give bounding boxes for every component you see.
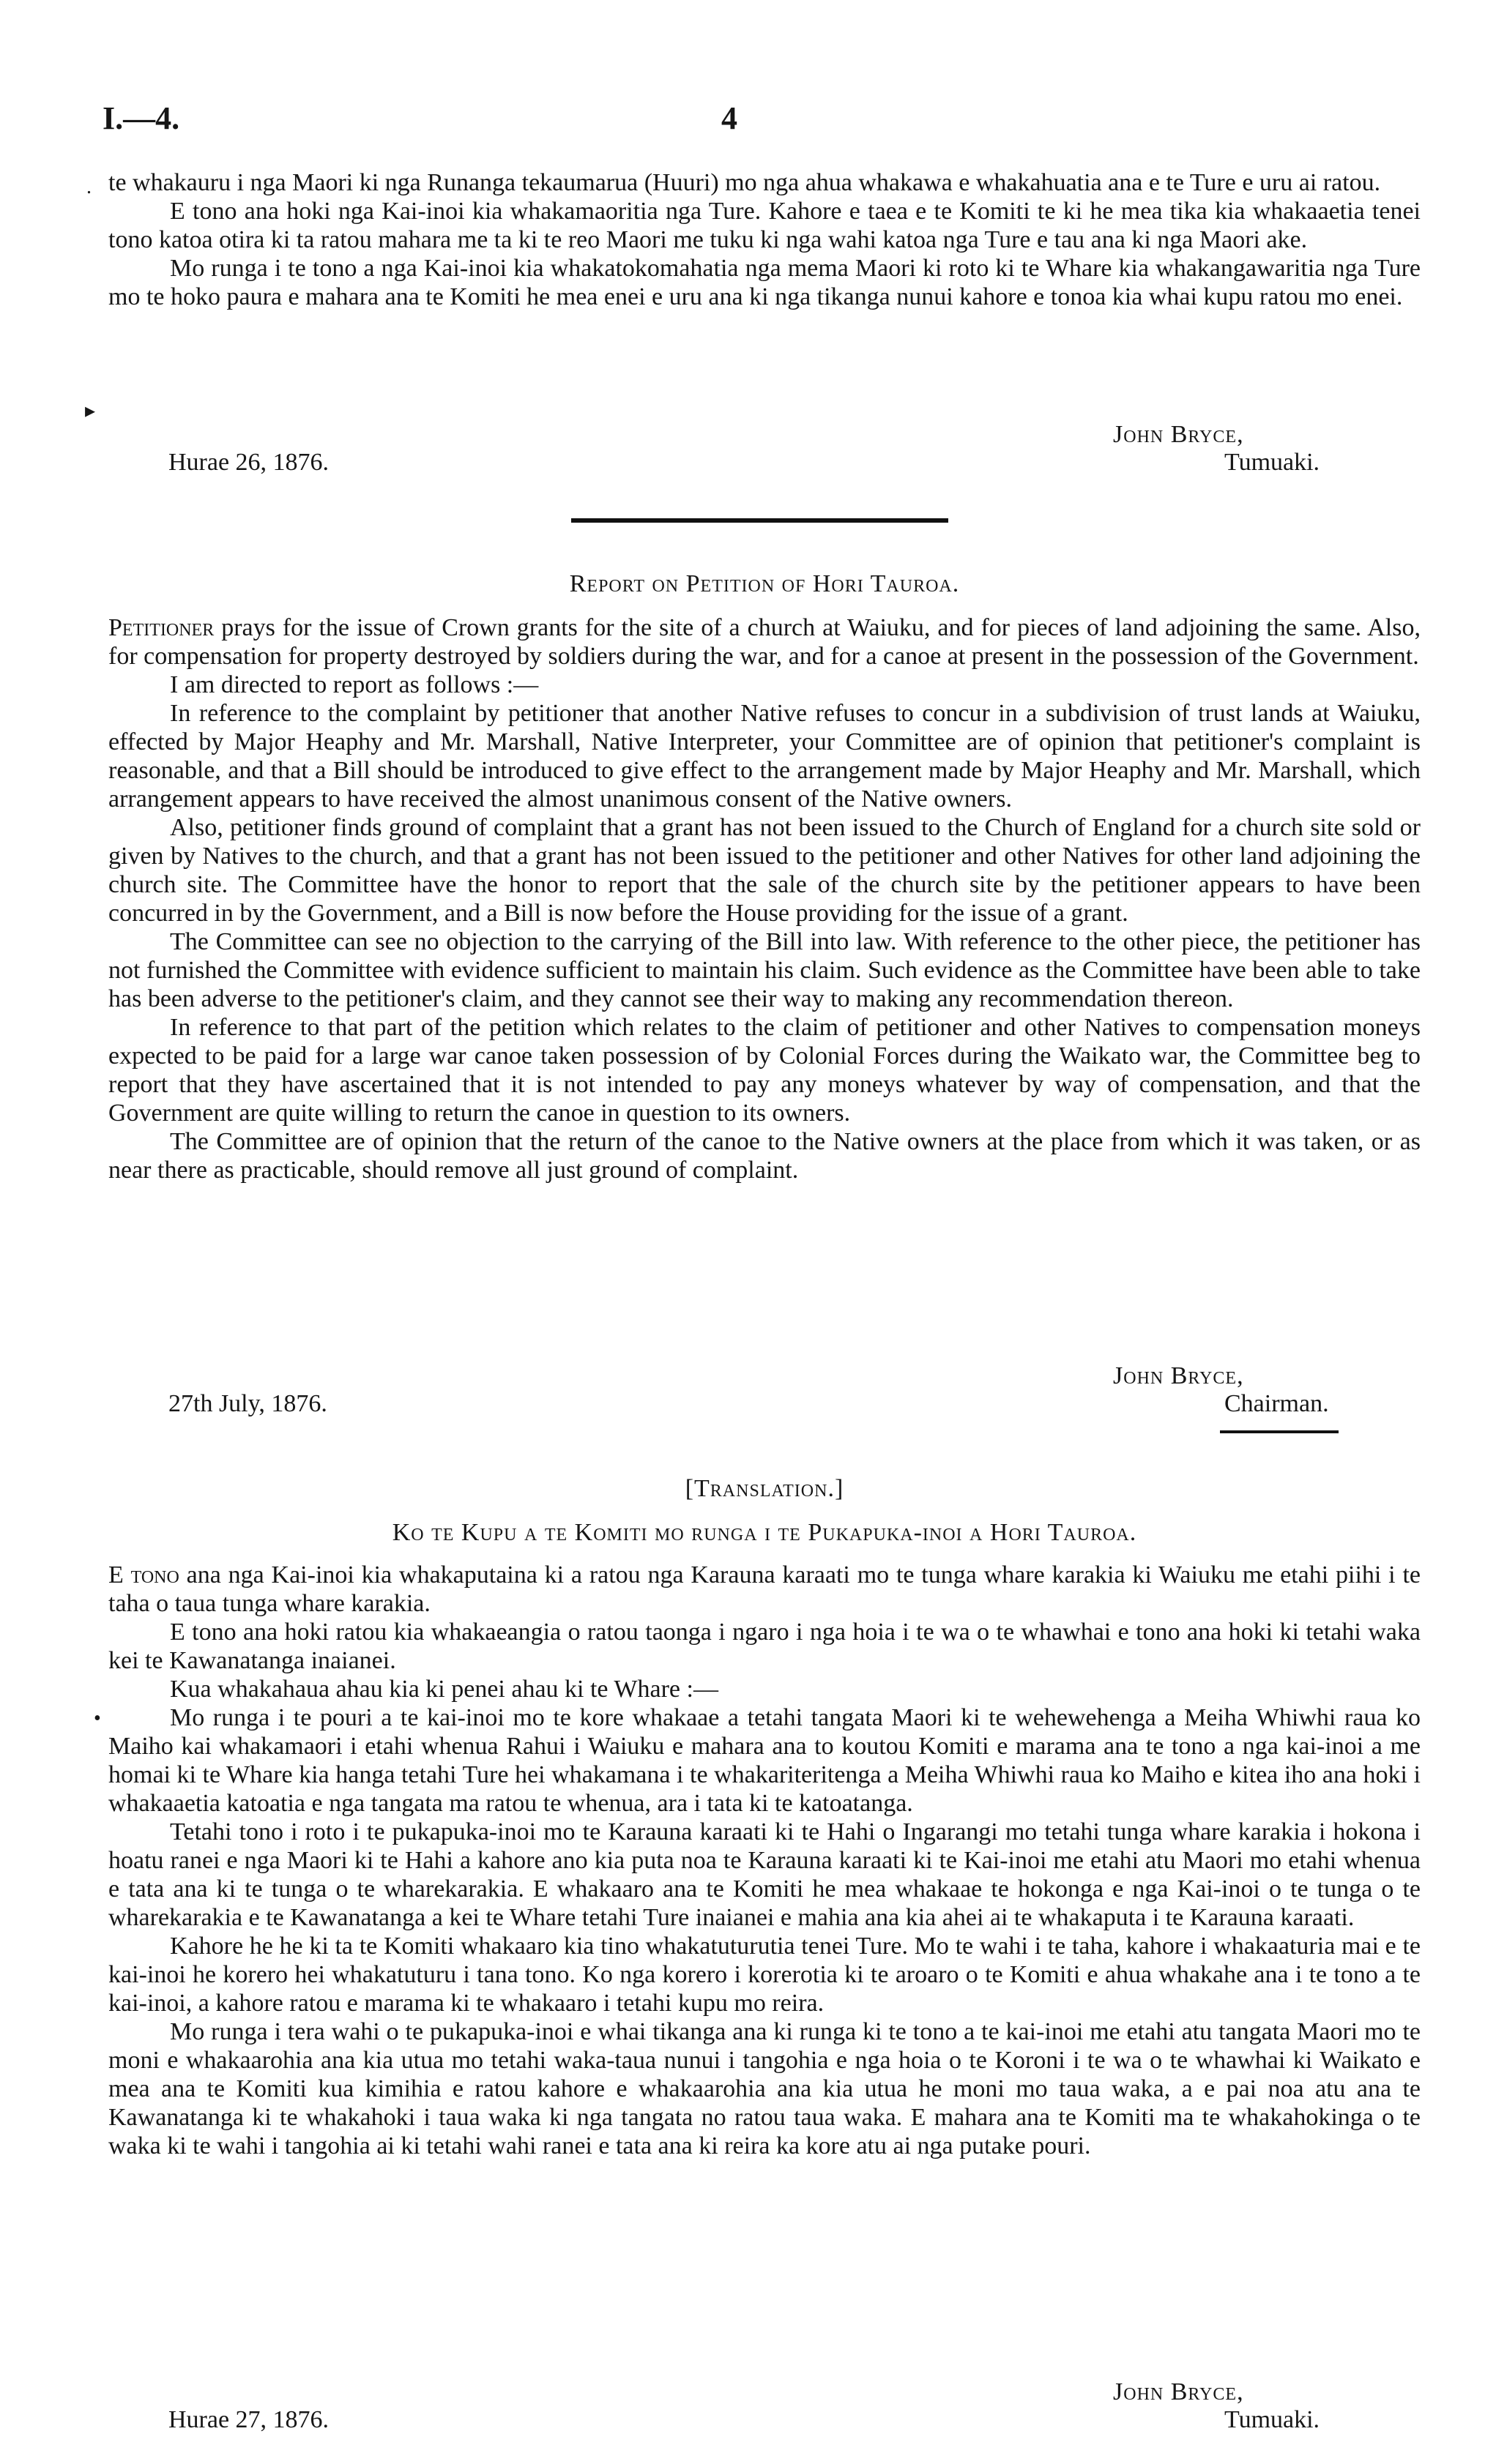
report-body xyxy=(108,613,1421,1184)
date: Hurae 27, 1876. xyxy=(168,2406,330,2433)
signature-role: Tumuaki. xyxy=(1224,449,1320,476)
paragraph: Also, petitioner finds ground of complaint that a grant has not been issued to the Church of England for a church site sold or given by Natives to the church, and that a grant has not been issued to the petitioner and other Natives for other land adjoining the church site. The Committee have the honor to report that the sale of the church site by the petitioner appears to have been concurred in by the Government, and a Bill is now before the House providing for the issue of a grant. xyxy=(108,814,1421,927)
section-divider xyxy=(571,518,948,523)
date: 27th July, 1876. xyxy=(168,1390,327,1417)
signature-role: Chairman. xyxy=(1224,1390,1329,1417)
section-title: Ko te Kupu a te Komiti mo runga i te Pukapuka-inoi a Hori Tauroa. xyxy=(392,1519,1137,1546)
paragraph: In reference to that part of the petition which relates to the claim of petitioner and other Natives to compensation moneys expected to be paid for a large war canoe taken possession of by Colonial Forces during the Waikato war, the Committee beg to report that they have ascertained that it is not intended to pay any moneys whatever by way of compensation, and that the Government are quite willing to return the canoe in question to its owners. xyxy=(108,1014,1421,1127)
margin-dot: . xyxy=(86,176,92,198)
margin-dot: • xyxy=(94,1707,101,1730)
signature-name: John Bryce, xyxy=(1113,421,1244,448)
section-title: Report on Petition of Hori Tauroa. xyxy=(569,570,960,597)
margin-arrow-mark: ▸ xyxy=(85,400,96,422)
lead-word: Petitioner xyxy=(108,614,215,641)
paragraph-text: prays for the issue of Crown grants for the site of a church at Waiuku, and for pieces of land adjoining the same. Also, for compensation for property destroyed by soldiers during the war, and for a canoe at present in the possession of the Government. xyxy=(108,614,1421,670)
lead-word: E tono xyxy=(108,1561,179,1588)
date: Hurae 26, 1876. xyxy=(168,449,330,476)
document-reference: I.—4. xyxy=(103,100,180,136)
section-continued-text xyxy=(108,168,1421,311)
translation-body xyxy=(108,1561,1421,2160)
paragraph xyxy=(108,613,1421,671)
signature-role: Tumuaki. xyxy=(1224,2406,1320,2433)
paragraph: te whakauru i nga Maori ki nga Runanga tekaumarua (Huuri) mo nga ahua whakawa e whakahuatia ana e te Ture e uru ai ratou. xyxy=(108,169,1381,196)
paragraph: The Committee are of opinion that the return of the canoe to the Native owners at the place from which it was taken, or as near there as practicable, should remove all just ground of complaint. xyxy=(108,1128,1421,1184)
paragraph-text: ana nga Kai-inoi kia whakaputaina ki a ratou nga Karauna karaati mo te tunga whare karakia ki Waiuku me etahi piihi i te taha o taua tunga whare karakia. xyxy=(108,1561,1421,1617)
signature-name: John Bryce, xyxy=(1113,2378,1244,2405)
paragraph: In reference to the complaint by petitioner that another Native refuses to concur in a subdivision of trust lands at Waiuku, effected by Major Heaphy and Mr. Marshall, Native Interpreter, your Committee are of opinion that petitioner's complaint is reasonable, and that a Bill should be introduced to give effect to the arrangement made by Major Heaphy and Mr. Marshall, which arrangement appears to have received the almost unanimous consent of the Native owners. xyxy=(108,700,1421,813)
paragraph: Kua whakahaua ahau kia ki penei ahau ki te Whare :— xyxy=(170,1676,718,1703)
short-divider xyxy=(1220,1430,1339,1433)
paragraph: E tono ana hoki nga Kai-inoi kia whakamaoritia nga Ture. Kahore e taea e te Komiti te ki he mea tika kia whakaaetia tenei tono katoa otira ki ta ratou mahara me ta ki te reo Maori me tuku ki nga wahi katoa nga Ture e tau ana ki nga Maori ake. xyxy=(108,198,1421,253)
paragraph: Kahore he he ki ta te Komiti whakaaro kia tino whakatuturutia tenei Ture. Mo te wahi i te taha, kahore i whakaaturia mai e te kai-inoi he korero hei whakatuturu i tana tono. Ko nga korero i korerotia ki te aroaro o te Komiti e ahua whakahe ana i te tono a te kai-inoi, a kahore ratou e marama ki te whakaaro i tetahi kupu mo reira. xyxy=(108,1933,1421,2017)
translation-label: [Translation.] xyxy=(685,1475,844,1502)
paragraph: Tetahi tono i roto i te pukapuka-inoi mo te Karauna karaati ki te Hahi o Ingarangi mo tetahi tunga whare karakia i hokona i hoatu ranei e nga Maori ki te Hahi a kahore ano kia puta noa te Karauna karaati ki te Kai-inoi me etahi atu Maori mo etahi whenua e tata ana ki te tunga o te wharekarakia. E whakaaro ana te Komiti he mea whakaae te hokonga e nga Kai-inoi o te tunga o te wharekarakia e te Kawanatanga a kei te Whare tetahi Ture inaianei e mahia ana kia ahei ai te whakaputa i te Karauna karaati. xyxy=(108,1818,1421,1931)
paragraph xyxy=(108,1561,1421,1618)
paragraph: Mo runga i te tono a nga Kai-inoi kia whakatokomahatia nga mema Maori ki roto ki te Whare kia whakangawaritia nga Ture mo te hoko paura e mahara ana te Komiti he mea enei e uru ana ki nga tikanga nunui kahore e tonoa kia whai kupu ratou mo enei. xyxy=(108,255,1421,310)
paragraph: Mo runga i te pouri a te kai-inoi mo te kore whakaae a tetahi tangata Maori ki te wehewehenga a Meiha Whiwhi raua ko Maiho kai whakamaori i etahi whenua Rahui i Waiuku e mahara ana to koutou Komiti e marama ana te tono a nga kai-inoi a me homai ki te Whare kia hanga tetahi Ture hei whakamana i te whakariteritenga a Meiha Whiwhi raua ko Maiho e kitea iho ana hoki i whakaaetia katoatia e nga tangata ma ratou te whenua, ara i tata ki te katoatanga. xyxy=(108,1704,1421,1817)
signature-name: John Bryce, xyxy=(1113,1362,1244,1389)
paragraph: The Committee can see no objection to the carrying of the Bill into law. With reference to the other piece, the petitioner has not furnished the Committee with evidence sufficient to maintain his claim. Such evidence as the Committee have been able to take has been adverse to the petitioner's claim, and they cannot see their way to making any recommendation thereon. xyxy=(108,928,1421,1012)
paragraph: E tono ana hoki ratou kia whakaeangia o ratou taonga i ngaro i nga hoia i te wa o te whawhai e tono ana hoki ki tetahi waka kei te Kawanatanga inaianei. xyxy=(108,1619,1421,1674)
page-number: 4 xyxy=(721,100,737,136)
paragraph: I am directed to report as follows :— xyxy=(170,671,539,698)
paragraph: Mo runga i tera wahi o te pukapuka-inoi e whai tikanga ana ki runga ki te tono a te kai-inoi me etahi atu tangata Maori mo te moni e whakaarohia ana kia utua mo tetahi waka-taua nunui i tangohia e nga hoia o te Koroni i te wa o te whawhai ki Waikato e mea ana te Komiti kua kimihia e ratou kahore e whakaarohia ana kia utua he moni mo taua waka, a e pai noa atu ana te Kawanatanga ki te whakahoki i taua waka ki nga tangata no ratou taua waka. E mahara ana te Komiti ma te whakahokinga o te waka ki te wahi i tangohia ai ki tetahi wahi ranei e tata ana ki reira ka kore atu ai nga putake pouri. xyxy=(108,2018,1421,2159)
